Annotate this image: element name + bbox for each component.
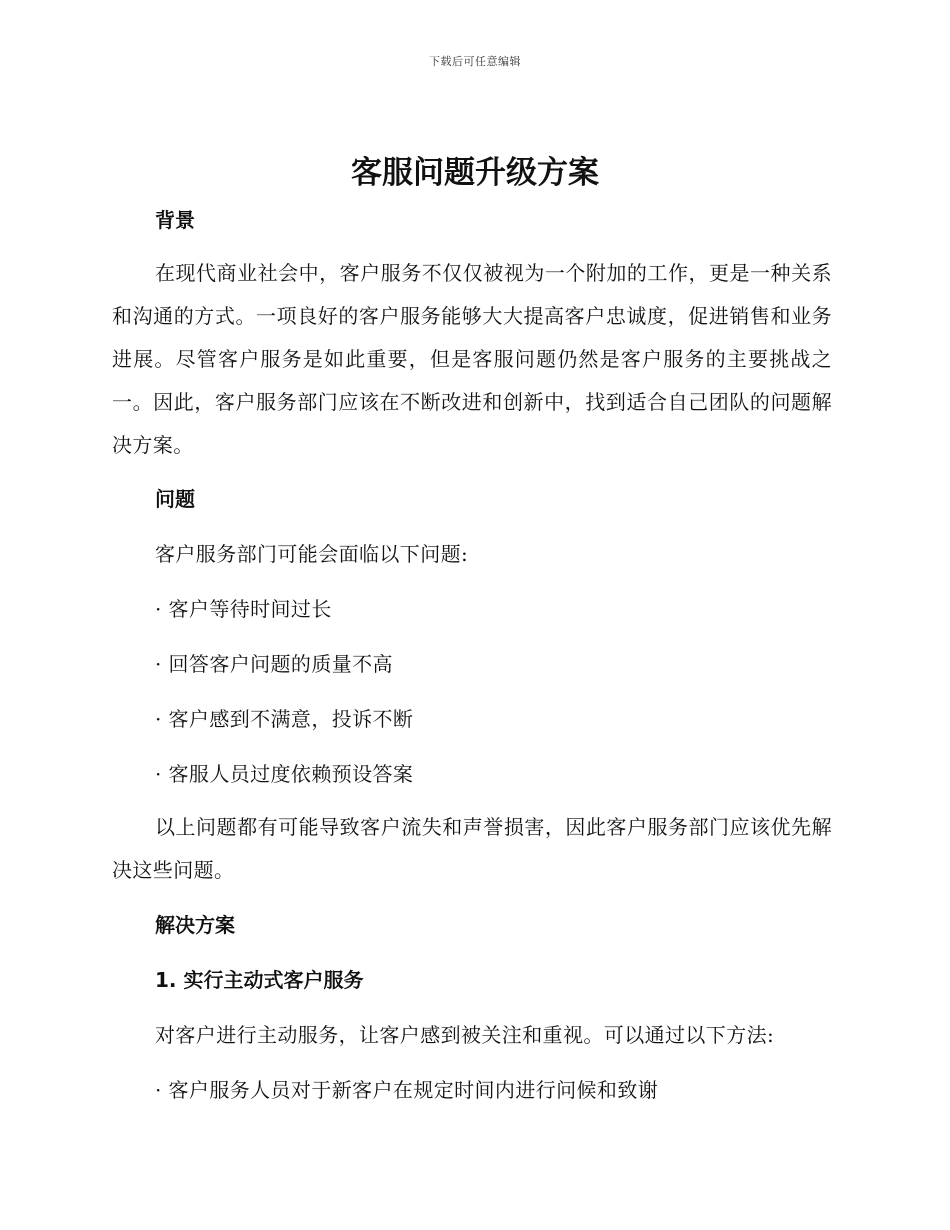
proactive-service-intro: 对客户进行主动服务，让客户感到被关注和重视。可以通过以下方法: xyxy=(155,1023,775,1047)
list-item: · 客户感到不满意，投诉不断 xyxy=(155,707,414,731)
list-item: · 客户等待时间过长 xyxy=(155,597,332,621)
page-header-note: 下载后可任意编辑 xyxy=(429,55,521,68)
background-paragraph: 在现代商业社会中，客户服务不仅仅被视为一个附加的工作，更是一种关系和沟通的方式。一项良好的客户服务能够大大提高客户忠诚度，促进销售和业务进展。尽管客户服务是如此重要，但是客服问题仍然是客户服务的主要挑战之一。因此，客户服务部门应该在不断改进和创新中，找到适合自己团队的问题解决方案。 xyxy=(112,261,832,457)
list-item: · 客户服务人员对于新客户在规定时间内进行问候和致谢 xyxy=(155,1078,659,1102)
section-heading-solutions: 解决方案 xyxy=(155,913,235,937)
section-heading-problems: 问题 xyxy=(155,487,195,511)
subsection-heading-proactive-service: 1. 实行主动式客户服务 xyxy=(155,968,364,992)
list-item: · 客服人员过度依赖预设答案 xyxy=(155,762,414,786)
document-title: 客服问题升级方案 xyxy=(351,155,599,191)
problems-conclusion: 以上问题都有可能导致客户流失和声誉损害，因此客户服务部门应该优先解决这些问题。 xyxy=(112,815,832,882)
problems-intro: 客户服务部门可能会面临以下问题: xyxy=(155,542,469,566)
list-item: · 回答客户问题的质量不高 xyxy=(155,652,393,676)
section-heading-background: 背景 xyxy=(155,208,195,232)
